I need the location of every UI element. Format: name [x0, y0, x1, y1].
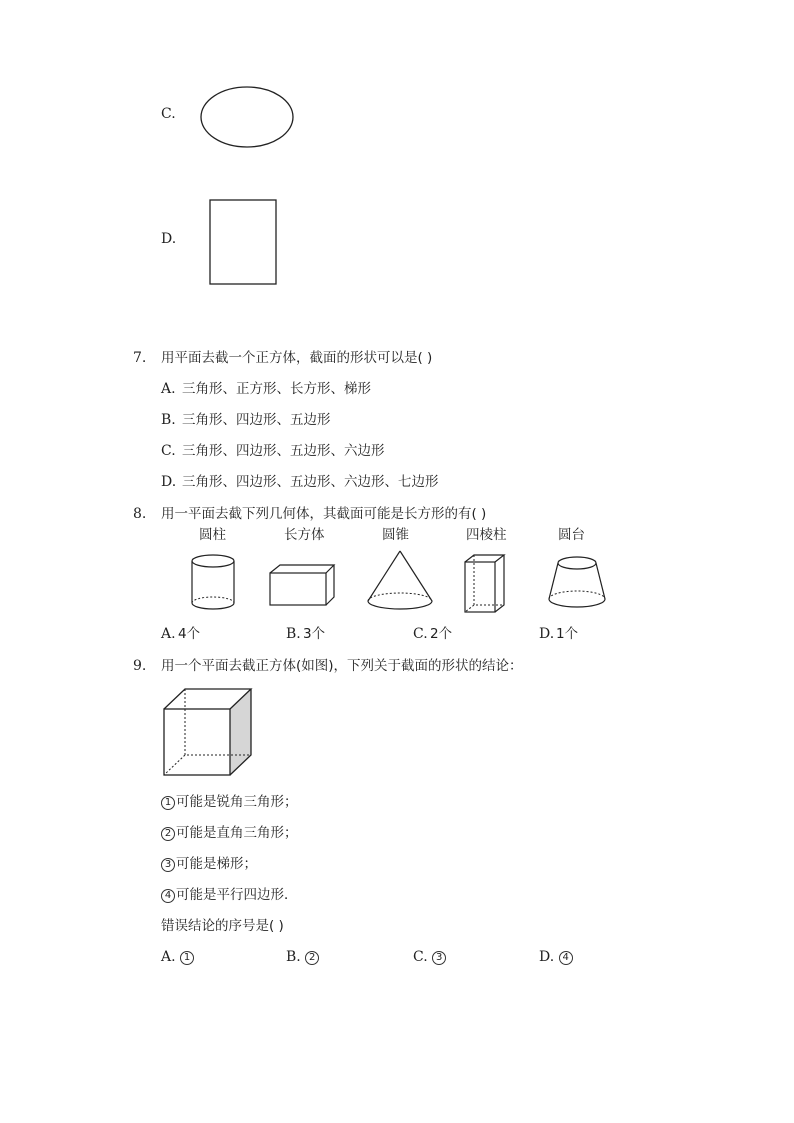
square-prism-figure [462, 553, 508, 617]
q8-option-a-label: A. [161, 626, 176, 642]
q8-option-c-text: 2个 [430, 626, 453, 642]
q9-option-a: A. 1 [161, 949, 195, 965]
q8-number: 8. [133, 506, 147, 522]
circled-number-1: 1 [180, 951, 194, 965]
q8-solid-label-cylinder: 圆柱 [199, 527, 226, 543]
q6-rectangle-figure [209, 199, 281, 289]
q8-option-b-label: B. [286, 626, 301, 642]
q8-stem: 用一平面去截下列几何体，其截面可能是长方形的有( ) [161, 506, 487, 522]
q8-solid-label-frustum: 圆台 [558, 527, 585, 543]
q7-option-a-text: 三角形、正方形、长方形、梯形 [182, 381, 371, 397]
q8-option-d-label: D. [539, 626, 555, 642]
q6-option-d-label: D. [161, 231, 177, 247]
circled-number-1: 1 [161, 796, 175, 810]
q7-number: 7. [133, 350, 147, 366]
q8-option-b-text: 3个 [303, 626, 326, 642]
q9-statement-1: 1 可能是锐角三角形； [161, 794, 298, 810]
q9-option-c: C. 3 [413, 949, 447, 965]
q7-option-d-text: 三角形、四边形、五边形、六边形、七边形 [182, 474, 439, 490]
circled-number-2: 2 [305, 951, 319, 965]
q9-ask: 错误结论的序号是( ) [161, 918, 284, 934]
q7-option-b-text: 三角形、四边形、五边形 [182, 412, 331, 428]
circled-number-4: 4 [161, 889, 175, 903]
q8-solid-label-cuboid: 长方体 [284, 527, 325, 543]
q9-cube-figure [163, 687, 255, 779]
q8-option-c-label: C. [413, 626, 428, 642]
q8-solid-label-prism: 四棱柱 [466, 527, 507, 543]
q6-option-c-label: C. [161, 106, 176, 122]
circled-number-2: 2 [161, 827, 175, 841]
q7-option-d-label: D. [161, 474, 177, 490]
q6-ellipse-figure [200, 86, 296, 150]
q7-option-c-text: 三角形、四边形、五边形、六边形 [182, 443, 385, 459]
cone-figure [364, 549, 436, 613]
circled-number-3: 3 [432, 951, 446, 965]
q9-option-d: D. 4 [539, 949, 574, 965]
q9-statement-3: 3 可能是梯形； [161, 856, 257, 872]
q9-stem: 用一个平面去截正方体(如图)，下列关于截面的形状的结论： [161, 658, 523, 674]
q9-statement-4: 4 可能是平行四边形． [161, 887, 298, 903]
cuboid-figure [268, 563, 338, 609]
q7-option-c-label: C. [161, 443, 176, 459]
q9-statement-2: 2 可能是直角三角形； [161, 825, 298, 841]
q8-option-d-text: 1个 [556, 626, 579, 642]
q8-solid-label-cone: 圆锥 [382, 527, 409, 543]
q9-option-b: B. 2 [286, 949, 320, 965]
q7-option-a-label: A. [161, 381, 176, 397]
q7-stem: 用平面去截一个正方体，截面的形状可以是( ) [161, 350, 433, 366]
frustum-figure [546, 555, 608, 613]
circled-number-4: 4 [559, 951, 573, 965]
q8-option-a-text: 4个 [178, 626, 201, 642]
q9-number: 9. [133, 658, 147, 674]
cylinder-figure [190, 553, 236, 613]
circled-number-3: 3 [161, 858, 175, 872]
q7-option-b-label: B. [161, 412, 176, 428]
